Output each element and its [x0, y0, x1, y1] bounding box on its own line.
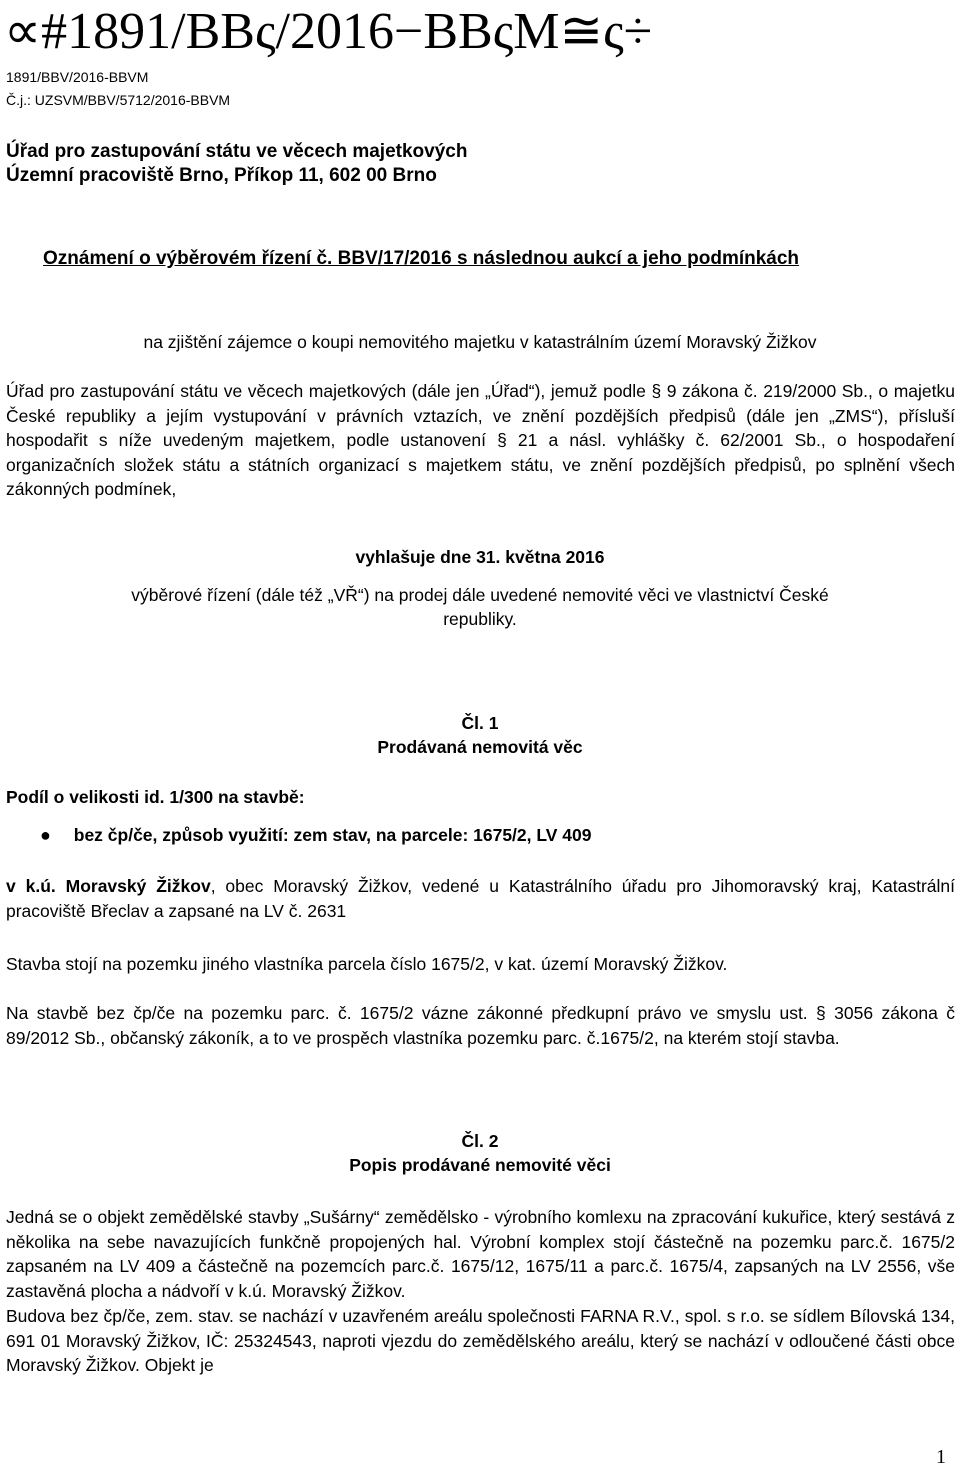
share-label: Podíl o velikosti id. 1/300 na stavbě:	[6, 787, 305, 807]
building-note: Stavba stojí na pozemku jiného vlastníka parcela číslo 1675/2, v kat. území Moravský Žižkov.	[6, 954, 728, 974]
bullet-dot-icon: ●	[40, 825, 51, 845]
description-paragraph-1: Jedná se o objekt zemědělské stavby „Sušárny“ zemědělsko - výrobního komlexu na zpracování kukuřice, který sestává z několika na sebe navazujících funkčně propojených hal. Výrobní komplex stojí částečně na pozemku parc.č. 1675/2 zapsaném na LV 409 a částečně na pozemcích parc.č. 1675/12, 1675/11 a parc.č. 1675/4, zapsaných na LV 2556, vše zastavěná plocha a nádvoří v k.ú. Moravský Žižkov.	[6, 1207, 955, 1301]
reference-number: 1891/BBV/2016-BBVM	[6, 69, 149, 85]
office-name: Úřad pro zastupování státu ve věcech majetkových	[6, 141, 468, 162]
location-rest: , obec Moravský Žižkov, vedené u Katastrálního úřadu pro Jihomoravský kraj, Katastrální pracoviště Břeclav a zapsané na LV č. 2631	[6, 876, 955, 921]
description-paragraph-2: Budova bez čp/če, zem. stav. se nachází v uzavřeném areálu společnosti FARNA R.V., spol. s r.o. se sídlem Bílovská 134, 691 01 Moravský Žižkov, IČ: 25324543, naproti vjezdu do zemědělského areálu, který se nachází v odloučené části obce Moravský Žižkov. Objekt je	[6, 1306, 955, 1375]
case-number: Č.j.: UZSVM/BBV/5712/2016-BBVM	[6, 92, 231, 108]
location-prefix: v k.ú.	[6, 876, 56, 896]
location-cadastre: Moravský Žižkov	[65, 876, 211, 896]
bullet-text: bez čp/če, způsob využití: zem stav, na parcele: 1675/2, LV 409	[73, 825, 592, 845]
article-2-title: Popis prodávané nemovité věci	[349, 1155, 611, 1175]
article-1-number: Čl. 1	[461, 713, 499, 733]
barcode-text: ∝#1891/BBς/2016−BBςM≅ς÷	[4, 3, 653, 60]
page-number: 1	[936, 1446, 946, 1468]
announcement-title: Oznámení o výběrovém řízení č. BBV/17/2016 s následnou aukcí a jeho podmínkách	[43, 248, 800, 269]
intro-paragraph: Úřad pro zastupování státu ve věcech majetkových (dále jen „Úřad“), jemuž podle § 9 zákona č. 219/2000 Sb., o majetku České republiky a jejím vystupování v právních vztazích, ve znění pozdějších předpisů (dále jen „ZMS“), přísluší hospodařit s níže uvedeným majetkem, podle ustanovení § 21 a násl. vyhlášky č. 62/2001 Sb., o hospodaření organizačních složek státu a státních organizací s majetkem státu, ve znění pozdějších předpisů, po splnění všech zákonných podmínek,	[6, 381, 955, 499]
declares-date: vyhlašuje dne 31. května 2016	[355, 547, 605, 567]
location-paragraph	[6, 874, 955, 923]
article-1-title: Prodávaná nemovitá věc	[377, 737, 583, 757]
office-branch: Územní pracoviště Brno, Příkop 11, 602 00 Brno	[6, 165, 437, 186]
tender-line-2: republiky.	[443, 609, 517, 629]
subject-line: na zjištění zájemce o koupi nemovitého majetku v katastrálním území Moravský Žižkov	[143, 332, 817, 352]
bullet-item	[40, 823, 592, 847]
tender-line-1: výběrové řízení (dále též „VŘ“) na prodej dále uvedené nemovité věci ve vlastnictví České	[131, 585, 829, 605]
article-2-number: Čl. 2	[461, 1131, 499, 1151]
pre-emption-paragraph: Na stavbě bez čp/če na pozemku parc. č. 1675/2 vázne zákonné předkupní právo ve smyslu ust. § 3056 zákona č 89/2012 Sb., občanský zákoník, a to ve prospěch vlastníka pozemku parc. č.1675/2, na kterém stojí stavba.	[6, 1003, 955, 1048]
